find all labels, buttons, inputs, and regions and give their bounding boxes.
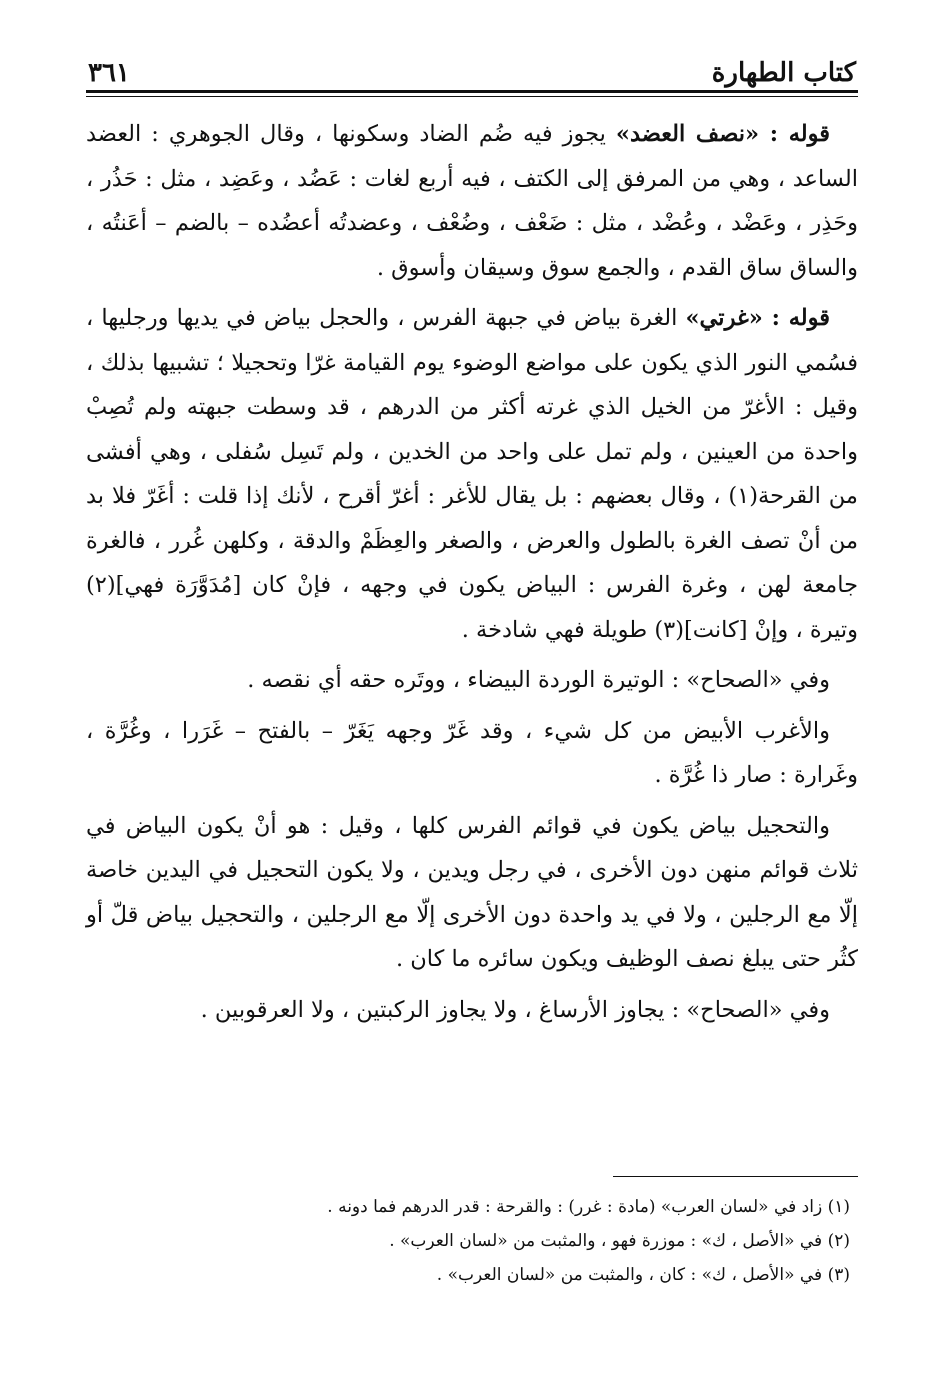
running-title: كتاب الطهارة [711,58,856,88]
paragraph [86,296,858,652]
paragraph-text: الغرة بياض في جبهة الفرس ، والحجل بياض في يديها ورجليها ، فسُمي النور الذي يكون على مواضع الوضوء يوم القيامة غرّا وتحجيلا ؛ تشبيها بذلك ، وقيل : الأغرّ من الخيل الذي غرته أكثر من الدرهم ، قد وسطت جبهته ولم تُصِبْ واحدة من العينين ، ولم تمل على واحد من الخدين ، ولم تَسِل سُفلى ، وهي أفشى من القرحة(١) ، وقال بعضهم : بل يقال للأغر : أغرّ أقرح ، لأنك إذا قلت : أغَرّ فلا بد من أنْ تصف الغرة بالطول والعرض ، والصغر والعِظَمْ والدقة ، وكلهن غُرر ، فالغرة جامعة لهن ، وغرة الفرس : البياض يكون في وجهه ، فإنْ كان [مُدَوَّرَة فهي](٢) وتيرة ، وإنْ [كانت](٣) طويلة فهي شادخة . [86,305,858,643]
paragraph-lead: قوله : «غرتي» [685,305,830,331]
page-number: ٣٦١ [88,58,130,88]
body-text [86,112,858,1038]
paragraph-text: والأغرب الأبيض من كل شيء ، وقد غَرّ وجهه يَغَرّ – بالفتح – غَرَرا ، وغُرَّة ، وغَرارة : صار ذا غُرَّة . [86,717,858,788]
footnote: (٢) في «الأصل ، ك» : موزرة فهو ، والمثبت من «لسان العرب» . [389,1231,850,1251]
paragraph [86,988,858,1033]
paragraph-text: وفي «الصحاح» : الوتيرة الوردة البيضاء ، ووتَره حقه أي نقصه . [247,667,830,693]
paragraph-text: وفي «الصحاح» : يجاوز الأرساغ ، ولا يجاوز الركبتين ، ولا العرقوبين . [200,996,830,1023]
header-rule-thin [86,96,858,97]
paragraph [86,112,858,290]
footnote: (١) زاد في «لسان العرب» (مادة : غرر) : والقرحة : قدر الدرهم فما دونه . [327,1197,850,1217]
footnote-separator [613,1176,858,1177]
paragraph-text: والتحجيل بياض يكون في قوائم الفرس كلها ، وقيل : هو أنْ يكون البياض في ثلاث قوائم منهن دون الأخرى ، في رجل ويدين ، ولا يكون التحجيل في اليدين خاصة إلّا مع الرجلين ، ولا في يد واحدة دون الأخرى إلّا مع الرجلين ، والتحجيل بياض قلّ أو كثُر حتى يبلغ نصف الوظيف ويكون سائره ما كان . [86,812,858,972]
page-header [88,38,856,88]
footnotes [86,1190,858,1292]
paragraph [86,804,858,982]
paragraph-lead: قوله : «نصف العضد» [615,121,831,147]
header-rule-thick [86,90,858,93]
paragraph [86,709,858,798]
paragraph [86,658,858,703]
footnote: (٣) في «الأصل ، ك» : كان ، والمثبت من «لسان العرب» . [436,1265,850,1285]
paragraph-text: يجوز فيه ضُم الضاد وسكونها ، وقال الجوهري : العضد الساعد ، وهي من المرفق إلى الكتف ، فيه أربع لغات : عَضُد ، وعَضِد ، مثل : حَذُر ، وحَذِر ، وعَضْد ، وعُضْد ، مثل : ضَعْف ، وضُعْف ، وعضدتُه أعضُده – بالضم – أعَنتُه ، والساق ساق القدم ، والجمع سوق وسيقان وأسوق . [86,121,858,281]
